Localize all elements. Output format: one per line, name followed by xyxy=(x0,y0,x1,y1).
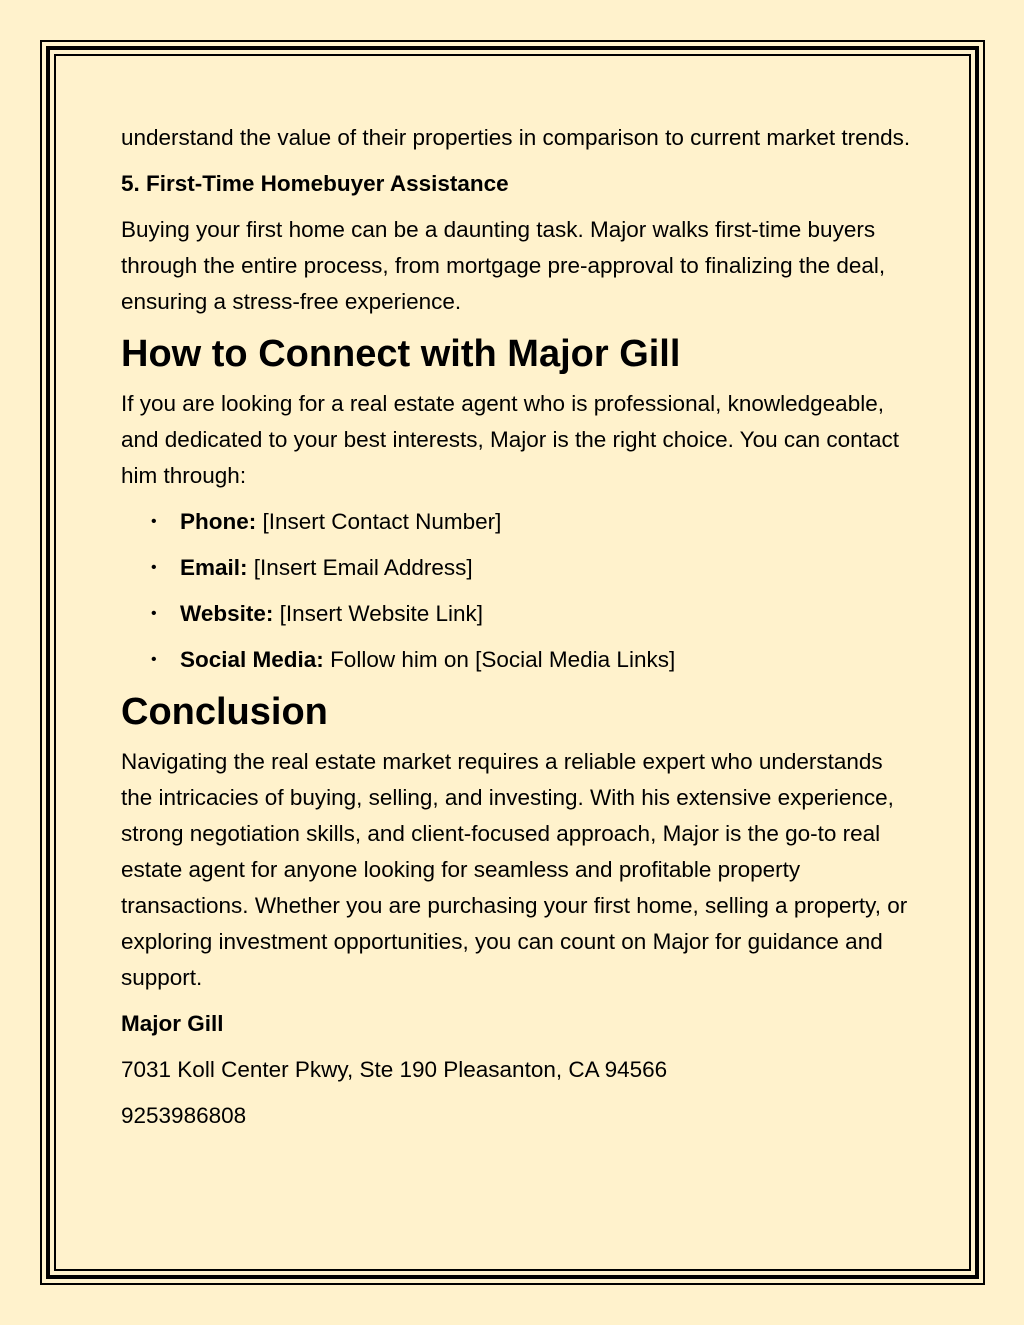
signature-block xyxy=(121,1006,911,1134)
contact-value: [Insert Contact Number] xyxy=(262,509,502,534)
contact-item-website xyxy=(121,596,911,632)
bullet-icon: • xyxy=(151,605,157,622)
conclusion-heading: Conclusion xyxy=(121,691,328,733)
conclusion-body: Navigating the real estate market requires a reliable expert who understands the intricacies of buying, selling, and investing. With his extensive experience, strong negotiation skills, and client-focused approach, Major is the go-to real estate agent for anyone looking for seamless and profitable property transactions. Whether you are purchasing your first home, selling a property, or exploring investment opportunities, you can count on Major for guidance and support. xyxy=(121,749,908,990)
contact-list xyxy=(121,504,911,678)
contact-label: Email: xyxy=(180,555,248,580)
connect-body: If you are looking for a real estate agent who is professional, knowledgeable, and dedicated to your best interests, Major is the right choice. You can contact him through: xyxy=(121,391,899,488)
contact-label: Website: xyxy=(180,601,274,626)
signature-phone: 9253986808 xyxy=(121,1103,247,1128)
contact-label: Social Media: xyxy=(180,647,324,672)
contact-item-email xyxy=(121,550,911,586)
contact-label: Phone: xyxy=(180,509,257,534)
contact-item-phone xyxy=(121,504,911,540)
contact-value: Follow him on [Social Media Links] xyxy=(330,647,676,672)
bullet-icon: • xyxy=(151,559,157,576)
document-body xyxy=(121,120,911,1144)
contact-value: [Insert Email Address] xyxy=(253,555,473,580)
signature-address: 7031 Koll Center Pkwy, Ste 190 Pleasanton, CA 94566 xyxy=(121,1057,668,1082)
connect-heading: How to Connect with Major Gill xyxy=(121,333,681,375)
section5-heading: 5. First-Time Homebuyer Assistance xyxy=(121,171,509,196)
signature-name: Major Gill xyxy=(121,1011,224,1036)
bullet-icon: • xyxy=(151,651,157,668)
contact-item-social-media xyxy=(121,642,911,678)
contact-value: [Insert Website Link] xyxy=(279,601,484,626)
intro-continuation: understand the value of their properties in comparison to current market trends. xyxy=(121,125,911,150)
bullet-icon: • xyxy=(151,513,157,530)
section5-body: Buying your first home can be a daunting task. Major walks first-time buyers through the entire process, from mortgage pre-approval to finalizing the deal, ensuring a stress-free experience. xyxy=(121,217,886,314)
